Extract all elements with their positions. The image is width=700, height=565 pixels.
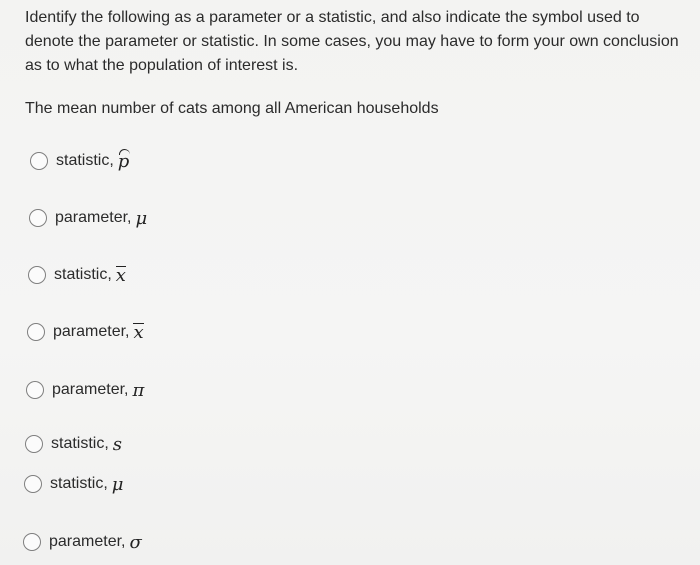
question-prompt: Identify the following as a parameter or a statistic, and also indicate the symbol used to denote the parameter or statistic. In some cases, you may have to form your own conclusion as to what the population of interest is. xyxy=(25,9,679,74)
option-statistic-p-hat[interactable] xyxy=(30,148,129,174)
sigma-symbol: σ xyxy=(129,531,142,553)
mu-symbol: μ xyxy=(111,473,124,495)
option-statistic-s[interactable] xyxy=(25,431,122,457)
radio-button[interactable] xyxy=(23,533,41,551)
radio-button[interactable] xyxy=(25,435,43,453)
option-label: parameter, xyxy=(55,209,132,226)
option-label: statistic, xyxy=(51,435,109,452)
x-bar-symbol: x xyxy=(115,264,126,286)
option-label: parameter, xyxy=(53,323,130,340)
radio-button[interactable] xyxy=(24,475,42,493)
option-parameter-mu[interactable] xyxy=(29,205,147,231)
radio-button[interactable] xyxy=(30,152,48,170)
option-parameter-sigma[interactable] xyxy=(23,529,142,555)
x-bar-symbol: x xyxy=(133,321,144,343)
p-hat-symbol: p xyxy=(117,150,130,172)
option-parameter-pi[interactable] xyxy=(26,377,144,403)
option-label: statistic, xyxy=(56,152,114,169)
radio-button[interactable] xyxy=(27,323,45,341)
option-label: parameter, xyxy=(49,533,126,550)
option-parameter-x-bar[interactable] xyxy=(27,319,144,345)
radio-button[interactable] xyxy=(28,266,46,284)
option-label: statistic, xyxy=(50,475,108,492)
question-item: The mean number of cats among all American households xyxy=(25,100,439,117)
mu-symbol: μ xyxy=(135,207,148,229)
option-statistic-x-bar[interactable] xyxy=(28,262,126,288)
radio-button[interactable] xyxy=(26,381,44,399)
radio-button[interactable] xyxy=(29,209,47,227)
option-label: statistic, xyxy=(54,266,112,283)
option-statistic-mu[interactable] xyxy=(24,471,124,497)
pi-symbol: π xyxy=(132,379,145,401)
option-label: parameter, xyxy=(52,381,129,398)
s-symbol: s xyxy=(112,433,123,455)
